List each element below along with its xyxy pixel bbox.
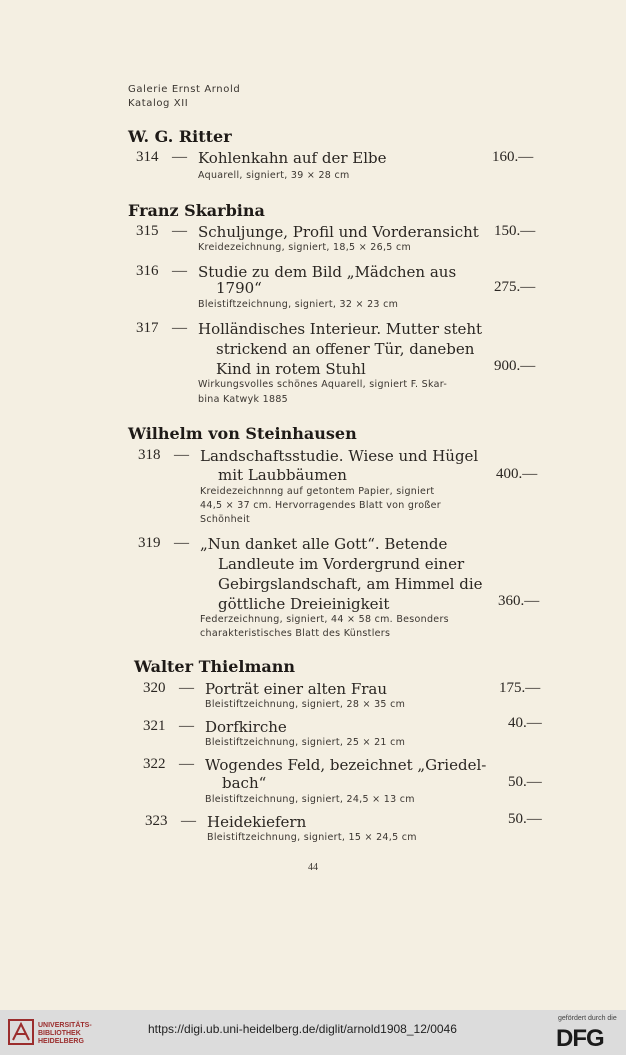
item-dash: — <box>179 718 194 734</box>
item-price: 175.— <box>499 680 541 696</box>
item-number: 323 <box>145 813 168 829</box>
artist-heading: Wilhelm von Steinhausen <box>128 424 357 443</box>
item-title: Wogendes Feld, bezeichnet „Griedel- <box>205 756 487 774</box>
item-title: „Nun danket alle Gott“. Betende <box>200 535 448 553</box>
item-price: 160.— <box>492 149 534 165</box>
item-price: 275.— <box>494 279 536 295</box>
item-dash: — <box>172 223 187 239</box>
item-dash: — <box>179 680 194 696</box>
dfg-logo[interactable]: DFG <box>556 1025 604 1052</box>
library-name: UNIVERSITÄTS- BIBLIOTHEK HEIDELBERG <box>38 1022 92 1045</box>
item-description-continued: 44,5 × 37 cm. Hervorragendes Blatt von großer <box>200 500 442 511</box>
item-title: Dorfkirche <box>205 718 287 736</box>
item-description: Wirkungsvolles schönes Aquarell, signiert F. Skar- <box>198 379 448 390</box>
item-title: Schuljunge, Profil und Vorderansicht <box>198 223 479 241</box>
item-description: Bleistiftzeichnung, signiert, 25 × 21 cm <box>205 737 406 748</box>
item-dash: — <box>172 149 187 165</box>
item-description: Bleistiftzeichnung, signiert, 32 × 23 cm <box>198 299 399 310</box>
item-title: Porträt einer alten Frau <box>205 680 388 698</box>
item-price: 50.— <box>508 811 542 827</box>
item-number: 317 <box>136 320 159 336</box>
item-price: 40.— <box>508 715 542 731</box>
item-description-continued: charakteristisches Blatt des Künstlers <box>200 628 391 639</box>
item-title: Heidekiefern <box>207 813 307 831</box>
item-price: 900.— <box>494 358 536 374</box>
item-number: 318 <box>138 447 161 463</box>
artist-heading: W. G. Ritter <box>128 127 232 146</box>
item-title-continued: Gebirgslandschaft, am Himmel die <box>218 575 483 593</box>
item-number: 316 <box>136 263 159 279</box>
item-price: 360.— <box>498 593 540 609</box>
item-dash: — <box>172 320 187 336</box>
funded-by-label: gefördert durch die <box>558 1015 617 1022</box>
item-title: Landschaftsstudie. Wiese und Hügel <box>200 447 479 465</box>
item-price: 400.— <box>496 466 538 482</box>
item-number: 320 <box>143 680 166 696</box>
item-title-continued: mit Laubbäumen <box>218 466 347 484</box>
gallery-name: Galerie Ernst Arnold <box>128 84 241 95</box>
item-title: Holländisches Interieur. Mutter steht <box>198 320 483 338</box>
item-description: Bleistiftzeichnung, signiert, 15 × 24,5 cm <box>207 832 417 843</box>
item-dash: — <box>181 813 196 829</box>
item-title-continued: bach“ <box>222 774 267 792</box>
item-description: Kreidezeichnung, signiert, 18,5 × 26,5 cm <box>198 242 412 253</box>
item-price: 50.— <box>508 774 542 790</box>
item-title-continued: 1790“ <box>216 279 262 297</box>
item-number: 315 <box>136 223 159 239</box>
item-title-continued: strickend an offener Tür, daneben <box>216 340 475 358</box>
item-title: Kohlenkahn auf der Elbe <box>198 149 387 167</box>
viewer-footer <box>0 1010 626 1055</box>
item-description-continued: Schönheit <box>200 514 251 525</box>
item-title-continued: göttliche Dreieinigkeit <box>218 595 390 613</box>
catalog-number: Katalog XII <box>128 98 189 109</box>
item-dash: — <box>174 447 189 463</box>
item-description: Bleistiftzeichnung, signiert, 28 × 35 cm <box>205 699 406 710</box>
permalink-url[interactable]: https://digi.ub.uni-heidelberg.de/diglit/arnold1908_12/0046 <box>148 1022 457 1036</box>
item-description: Aquarell, signiert, 39 × 28 cm <box>198 170 350 181</box>
item-dash: — <box>172 263 187 279</box>
item-title-continued: Landleute im Vordergrund einer <box>218 555 465 573</box>
item-dash: — <box>174 535 189 551</box>
item-description: Federzeichnung, signiert, 44 × 58 cm. Besonders <box>200 614 449 625</box>
item-number: 314 <box>136 149 159 165</box>
artist-heading: Walter Thielmann <box>134 657 296 676</box>
item-number: 319 <box>138 535 161 551</box>
page-number: 44 <box>308 862 318 873</box>
item-title-continued: Kind in rotem Stuhl <box>216 360 366 378</box>
item-dash: — <box>179 756 194 772</box>
item-description: Kreidezeichnnng auf getontem Papier, signiert <box>200 486 435 497</box>
item-title: Studie zu dem Bild „Mädchen aus <box>198 263 457 281</box>
university-library-logo-icon <box>8 1018 34 1046</box>
item-description-continued: bina Katwyk 1885 <box>198 394 289 405</box>
artist-heading: Franz Skarbina <box>128 201 265 220</box>
item-number: 321 <box>143 718 166 734</box>
item-price: 150.— <box>494 223 536 239</box>
item-number: 322 <box>143 756 166 772</box>
item-description: Bleistiftzeichnung, signiert, 24,5 × 13 cm <box>205 794 415 805</box>
